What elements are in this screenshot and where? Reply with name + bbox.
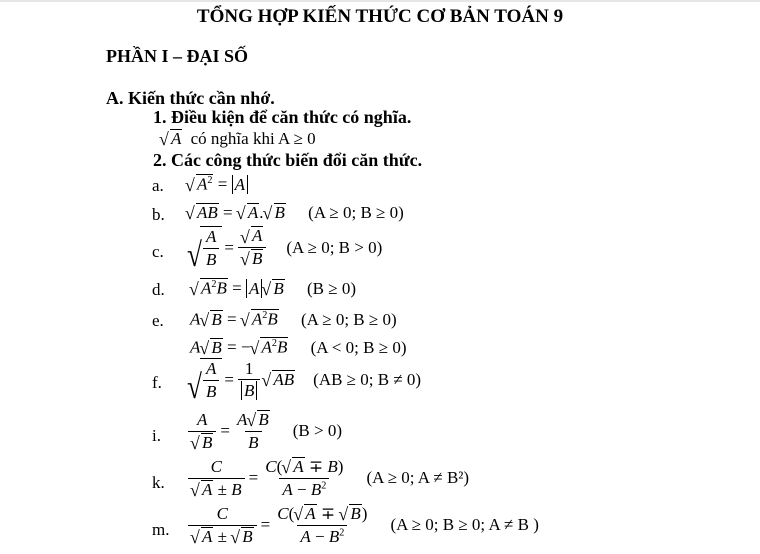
- formula-k-label: k.: [152, 473, 165, 492]
- formula-m-label: m.: [152, 520, 170, 539]
- formula-i-label: i.: [152, 426, 161, 445]
- formula-b-condition: (A ≥ 0; B ≥ 0): [308, 203, 404, 222]
- formula-d-label: d.: [152, 280, 165, 299]
- formula-i: A √ B = $\frac{A √ B}{B}$ (B > 0): [186, 410, 342, 452]
- formula-f: √ $\frac{A}{B}$ = $\frac{1}{B}$ √ AB (AB ≥ 0; B ≠ 0): [188, 358, 421, 401]
- formula-a-label: a.: [152, 176, 164, 195]
- formula-d-condition: (B ≥ 0): [307, 278, 356, 298]
- part-heading: PHẦN I – ĐẠI SỐ: [106, 46, 249, 66]
- formula-e2-condition: (A < 0; B ≥ 0): [310, 337, 407, 357]
- formula-f-label: f.: [152, 373, 162, 392]
- formula-c-label: c.: [152, 242, 164, 261]
- formula-f-condition: (AB ≥ 0; B ≠ 0): [313, 369, 422, 389]
- formula-a: √ $A^2 = A$: [186, 174, 248, 195]
- formula-b: √ AB = √ A. √ B (A ≥ 0; B ≥ 0): [186, 203, 404, 223]
- subsection-heading-2: 2. Các công thức biến đổi căn thức.: [153, 150, 423, 170]
- subsection-heading-1: 1. Điều kiện để căn thức có nghĩa.: [153, 107, 412, 127]
- formula-m-condition: (A ≥ 0; B ≥ 0; A ≠ B ): [390, 515, 539, 535]
- formula-i-condition: (B > 0): [292, 421, 343, 441]
- condition-line: [160, 129, 316, 149]
- formula-c-condition: (A ≥ 0; B > 0): [286, 237, 383, 257]
- formula-d: √ $A^2B = A$ √ B (B ≥ 0): [190, 278, 356, 299]
- document-title: TỔNG HỢP KIẾN THỨC CƠ BẢN TOÁN 9: [196, 6, 564, 27]
- formula-c: √ $\frac{A}{B}$ = √ A √ B (A ≥ 0; B > 0): [188, 226, 382, 269]
- formula-k: C √ A ± B = $\frac{C( √ A \mp B)}{A - B^2}$ (A ≥ 0; A ≠ B²): [186, 457, 469, 499]
- formula-m: C √ A ± √ B = $\frac{C( √ A \mp √ B)}{A - B^2}$ (A ≥ 0; B ≥ 0; A ≠ B ): [186, 504, 539, 546]
- condition-text: có nghĩa khi A ≥ 0: [190, 129, 316, 148]
- formula-e-condition: (A ≥ 0; B ≥ 0): [301, 309, 397, 329]
- section-heading-a: A. Kiến thức cần nhớ.: [106, 88, 275, 108]
- formula-e-label: e.: [152, 311, 164, 330]
- formula-b-label: b.: [152, 205, 165, 224]
- formula-k-condition: (A ≥ 0; A ≠ B²): [366, 468, 470, 488]
- formula-e: A √ B = √ $A^2B$ (A ≥ 0; B ≥ 0): [190, 309, 397, 330]
- formula-e2: A √ B = − √ $A^2B$ (A < 0; B ≥ 0): [190, 337, 406, 358]
- sqrt-a: √ A: [160, 129, 182, 149]
